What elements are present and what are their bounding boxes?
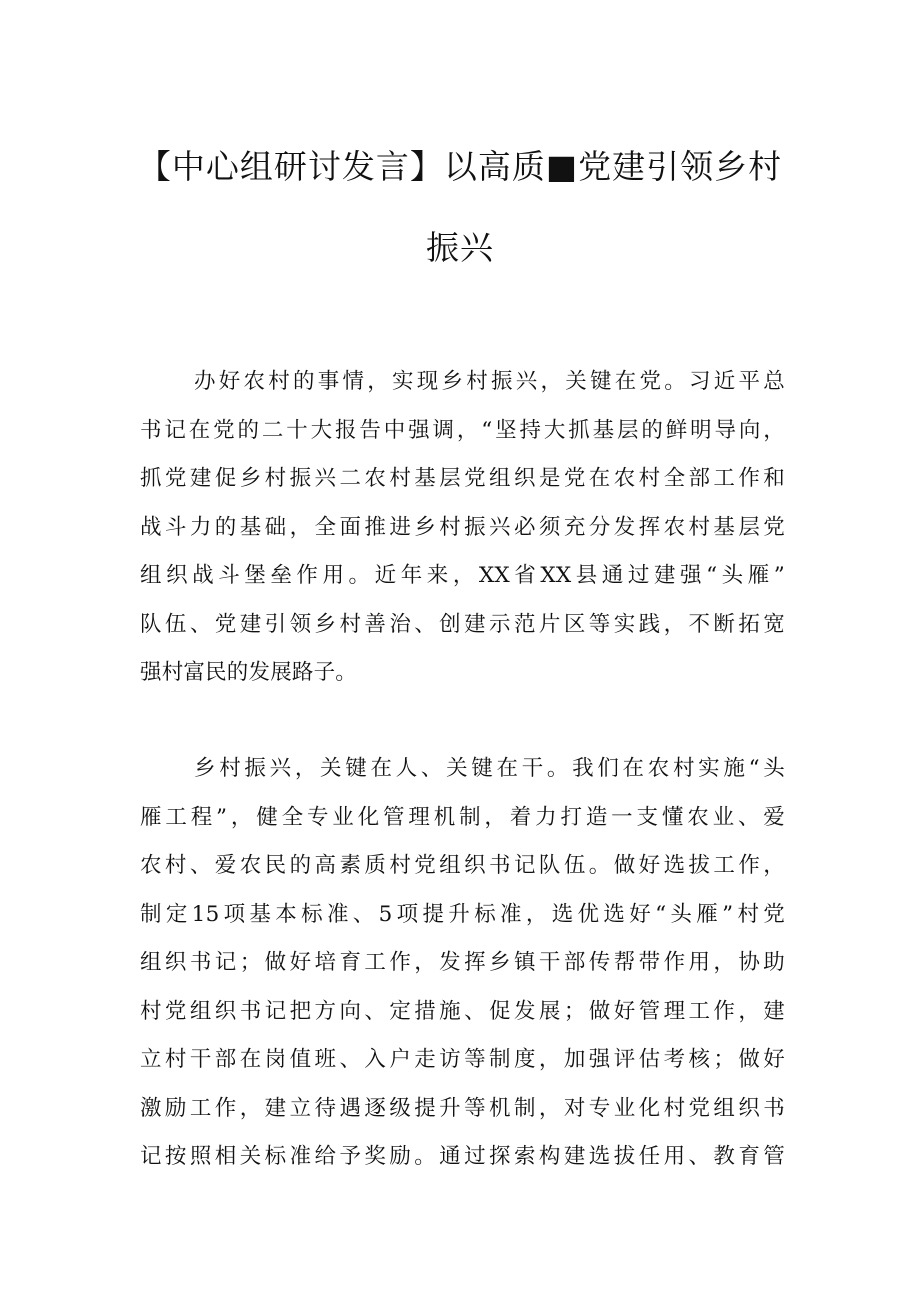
paragraph-2 [140,745,785,1182]
paragraph-line: 强村富民的发展路子。 [140,660,358,685]
paragraph-line: 队伍、党建引领乡村善治、创建示范片区等实践，不断拓宽 [140,611,785,637]
paragraph-line: 激励工作，建立待遇逐级提升等机制，对专业化村党组织书 [140,1095,785,1121]
paragraph-line: 村党组织书记把方向、定措施、促发展；做好管理工作，建 [140,998,785,1024]
paragraph-line: 农村、爱农民的高素质村党组织书记队伍。做好选拔工作， [140,853,785,878]
paragraph-line: 组织战斗堡垒作用。近年来，XX省XX县通过建强“头雁” [140,563,785,588]
document-title [0,148,920,267]
paragraph-line: 立村干部在岗值班、入户走访等制度，加强评估考核；做好 [140,1047,785,1072]
paragraph-line: 组织书记；做好培育工作，发挥乡镇干部传帮带作用，协助 [140,950,785,975]
title-line-2: 振兴 [426,228,494,267]
paragraph-line: 记按照相关标准给予奖励。通过探索构建选拔任用、教育管 [140,1144,785,1169]
paragraph-line: 书记在党的二十大报告中强调，“坚持大抓基层的鲜明导向， [140,417,785,443]
paragraph-line: 战斗力的基础，全面推进乡村振兴必须充分发挥农村基层党 [140,514,785,540]
paragraph-line: 乡村振兴，关键在人、关键在干。我们在农村实施“头 [194,756,785,781]
title-line-1: 【中心组研讨发言】以高质■党建引领乡村 [137,147,783,186]
paragraph-line: 雁工程”，健全专业化管理机制，着力打造一支懂农业、爱 [140,804,785,830]
paragraph-1 [140,358,785,698]
paragraph-line: 制定15项基本标准、5项提升标准，选优选好“头雁”村党 [140,901,785,927]
paragraph-line: 抓党建促乡村振兴二农村基层党组织是党在农村全部工作和 [140,466,785,491]
paragraph-line: 办好农村的事情，实现乡村振兴，关键在党。习近平总 [194,369,785,394]
